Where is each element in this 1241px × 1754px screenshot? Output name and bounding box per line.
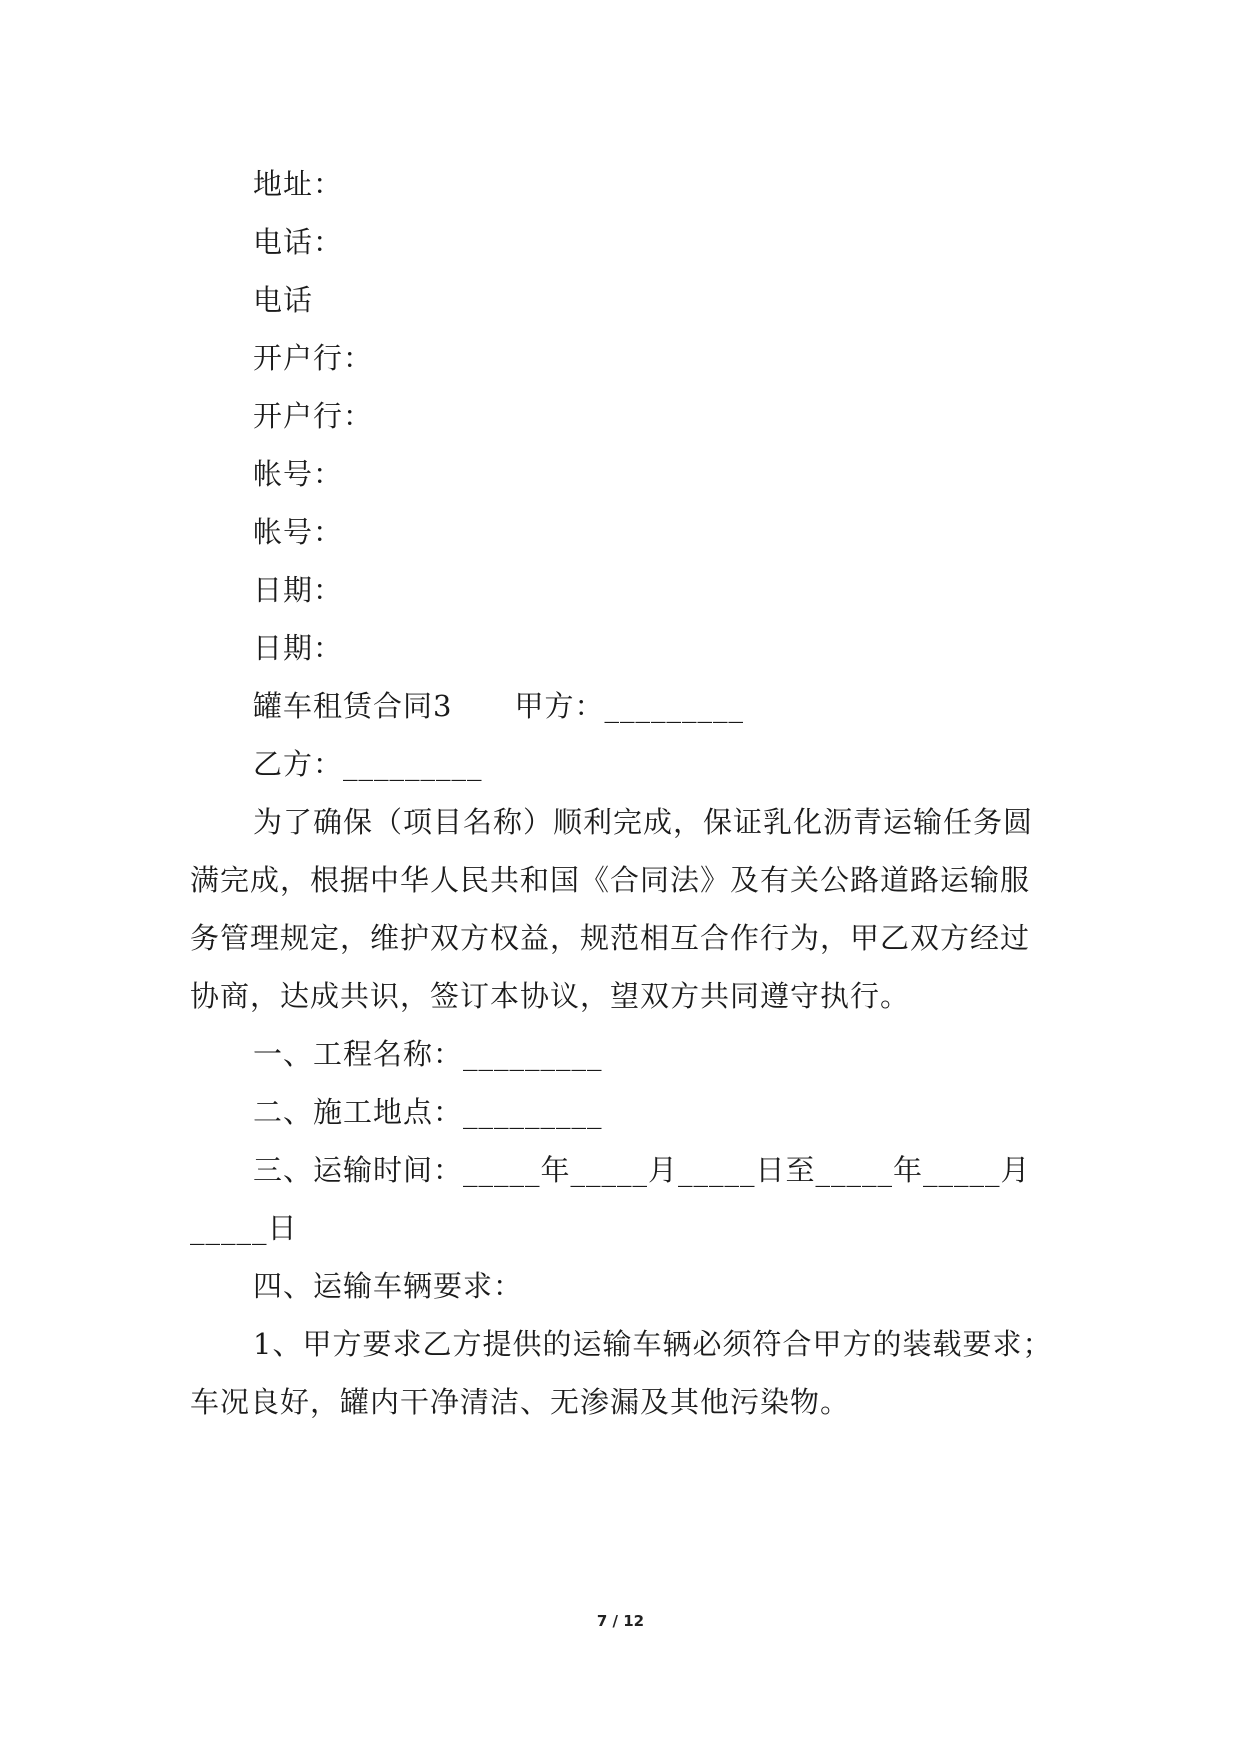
bank-field: 开户行： bbox=[253, 341, 374, 375]
account-field: 帐号： bbox=[253, 457, 344, 491]
intro-line-2: 满完成，根据中华人民共和国《合同法》及有关公路道路运输服 bbox=[190, 863, 1031, 897]
requirement-1: 1、甲方要求乙方提供的运输车辆必须符合甲方的装载要求； bbox=[253, 1327, 1053, 1361]
phone-field-2: 电话 bbox=[253, 283, 314, 317]
intro-line-1: 为了确保（项目名称）顺利完成，保证乳化沥青运输任务圆 bbox=[253, 805, 1034, 839]
construction-site-item: 二、施工地点：_________ bbox=[253, 1095, 603, 1129]
intro-line-3: 务管理规定，维护双方权益，规范相互合作行为，甲乙双方经过 bbox=[190, 921, 1031, 955]
requirement-1-cont: 车况良好，罐内干净清洁、无渗漏及其他污染物。 bbox=[190, 1385, 851, 1419]
phone-field: 电话： bbox=[253, 225, 344, 259]
date-field: 日期： bbox=[253, 573, 344, 607]
account-field-2: 帐号： bbox=[253, 515, 344, 549]
contract-title-line bbox=[253, 686, 1133, 726]
contract-title: 罐车租赁合同3 bbox=[253, 689, 453, 723]
transport-time-cont: _____日 bbox=[190, 1211, 298, 1245]
party-a: 甲方：_________ bbox=[514, 689, 744, 723]
transport-time-item: 三、运输时间：_____年_____月_____日至_____年_____月 bbox=[253, 1153, 1031, 1187]
page-number: 7 / 12 bbox=[596, 1612, 645, 1630]
date-field-2: 日期： bbox=[253, 631, 344, 665]
party-b: 乙方：_________ bbox=[253, 747, 483, 781]
bank-field-2: 开户行： bbox=[253, 399, 374, 433]
intro-line-4: 协商，达成共识，签订本协议，望双方共同遵守执行。 bbox=[190, 979, 911, 1013]
vehicle-requirements-heading: 四、运输车辆要求： bbox=[253, 1269, 524, 1303]
project-name-item: 一、工程名称：_________ bbox=[253, 1037, 603, 1071]
address-field: 地址： bbox=[253, 167, 344, 201]
